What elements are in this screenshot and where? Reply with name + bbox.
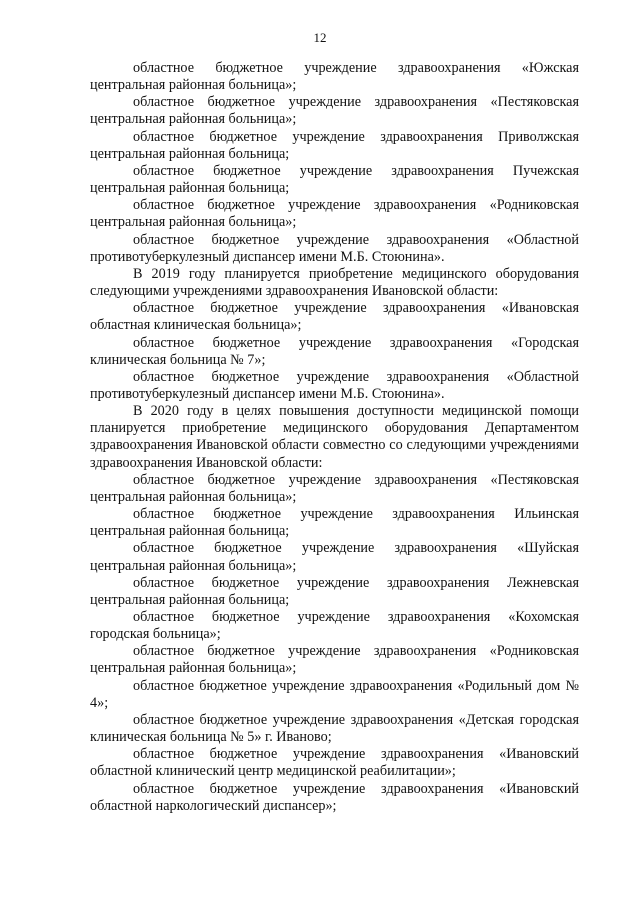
paragraph: областное бюджетное учреждение здравоохранения «Шуйская центральная районная больница»;: [90, 540, 579, 574]
paragraph: областное бюджетное учреждение здравоохранения «Родильный дом № 4»;: [90, 677, 579, 711]
paragraph: областное бюджетное учреждение здравоохранения «Кохомская городская больница»;: [90, 609, 579, 643]
paragraph: областное бюджетное учреждение здравоохранения «Родниковская центральная районная больница»;: [90, 197, 579, 231]
paragraph: областное бюджетное учреждение здравоохранения «Ивановский областной наркологический диспансер»;: [90, 780, 579, 814]
paragraph: областное бюджетное учреждение здравоохранения «Пестяковская центральная районная больница»;: [90, 471, 579, 505]
paragraph: областное бюджетное учреждение здравоохранения Лежневская центральная районная больница;: [90, 574, 579, 608]
paragraph: областное бюджетное учреждение здравоохранения «Южская центральная районная больница»;: [90, 60, 579, 94]
paragraph: областное бюджетное учреждение здравоохранения Ильинская центральная районная больница;: [90, 506, 579, 540]
paragraph: В 2019 году планируется приобретение медицинского оборудования следующими учреждениями здравоохранения Ивановской области:: [90, 265, 579, 300]
paragraph: областное бюджетное учреждение здравоохранения «Областной противотуберкулезный диспансер имени М.Б. Стоюнина».: [90, 368, 579, 402]
paragraph: областное бюджетное учреждение здравоохранения «Ивановская областная клиническая больница»;: [90, 300, 579, 334]
paragraph: областное бюджетное учреждение здравоохранения «Детская городская клиническая больница № 5» г. Иваново;: [90, 711, 579, 746]
paragraph: областное бюджетное учреждение здравоохранения «Пестяковская центральная районная больница»;: [90, 94, 579, 128]
paragraph: областное бюджетное учреждение здравоохранения Приволжская центральная районная больница;: [90, 128, 579, 162]
page-number: 12: [313, 30, 327, 45]
paragraph: областное бюджетное учреждение здравоохранения «Областной противотуберкулезный диспансер имени М.Б. Стоюнина».: [90, 231, 579, 265]
paragraph: областное бюджетное учреждение здравоохранения «Родниковская центральная районная больница»;: [90, 643, 579, 677]
paragraph: областное бюджетное учреждение здравоохранения Пучежская центральная районная больница;: [90, 162, 579, 197]
paragraph: областное бюджетное учреждение здравоохранения «Городская клиническая больница № 7»;: [90, 334, 579, 368]
paragraph: В 2020 году в целях повышения доступности медицинской помощи планируется приобретение медицинского оборудования Департаментом здравоохранения Ивановской области совместно со следующими учреждениями здравоохранения Ивановской области:: [90, 403, 579, 471]
document-body: [90, 60, 579, 815]
paragraph: областное бюджетное учреждение здравоохранения «Ивановский областной клинический центр медицинской реабилитации»;: [90, 746, 579, 780]
